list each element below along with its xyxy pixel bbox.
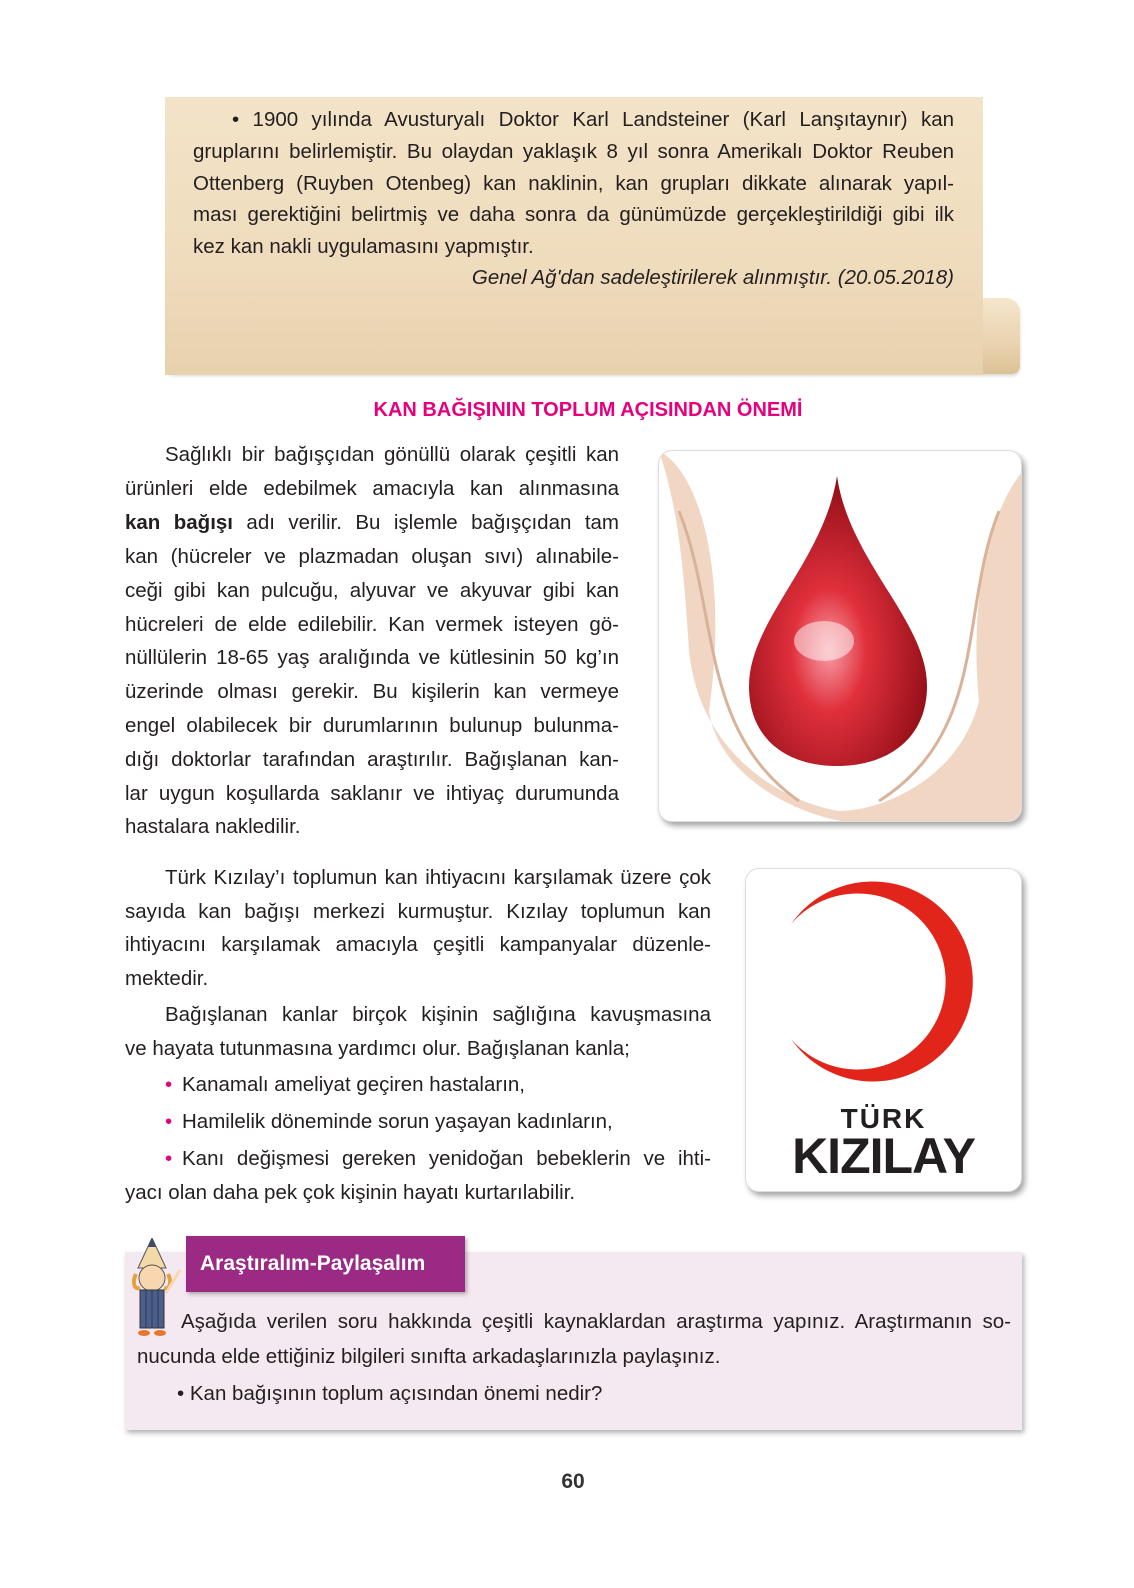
bold-term: kan bağışı [125,511,233,534]
bullet-item: Kanı değişmesi gereken yenidoğan bebeklerin ve ihti- [182,1146,711,1170]
text-line: Bağışlanan kanlar birçok kişinin sağlığına kavuşmasına [165,1003,711,1026]
text-line: kan (hücreler ve plazmadan oluşan sıvı) alınabile- [125,545,619,568]
text-line: sayıda kan bağışı merkezi kurmuştur. Kızılay toplumun kan [125,899,711,923]
page-number: 60 [561,1470,585,1493]
text-line: ceği gibi kan pulcuğu, alyuvar ve akyuvar gibi kan [125,578,619,602]
activity-text-line: nucunda elde ettiğiniz bilgileri sınıfta arkadaşlarınızla paylaşınız. [137,1345,721,1368]
logo-text-kizilay: KIZILAY [792,1128,975,1184]
bullet-icon: • [165,1109,173,1133]
activity-question: • Kan bağışının toplum açısından önemi nedir? [177,1382,603,1405]
info-line: • 1900 yılında Avusturyalı Doktor Karl Landsteiner (Karl Lanşıtaynır) kan [232,108,954,131]
bullet-item: Hamilelik döneminde sorun yaşayan kadınların, [182,1109,613,1133]
logo-text-turk: TÜRK [840,1103,927,1134]
text-line: Sağlıklı bir bağışçıdan gönüllü olarak çeşitli kan [165,443,619,466]
text-line [125,506,619,540]
text-line: engel olabilecek bir durumlarının bulunup bulunma- [125,714,619,737]
activity-tab-label: Araştıralım-Paylaşalım [186,1236,465,1292]
text-line: dığı doktorlar tarafından araştırılır. Bağışlanan kan- [125,747,619,771]
text-line: ürünleri elde edebilmek amacıyla kan alınmasına [125,477,619,500]
pencil-mascot-icon [128,1238,186,1338]
text-line: nüllülerin 18-65 yaş aralığında ve kütlesinin 50 kg’ın [125,646,619,670]
text-line: ve hayata tutunmasına yardımcı olur. Bağışlanan kanla; [125,1037,630,1060]
text-line: Türk Kızılay’ı toplumun kan ihtiyacını karşılamak üzere çok [165,866,711,889]
text-line: hücreleri de elde edilebilir. Kan vermek isteyen gö- [125,612,619,636]
bullet-icon: • [165,1073,173,1096]
text-line: üzerinde olması gerekir. Bu kişilerin kan vermeye [125,680,619,704]
info-line: Ottenberg (Ruyben Otenbeg) kan naklinin, kan grupları dikkate alınarak yapıl- [193,172,954,195]
text-line: ihtiyacını karşılamak amacıyla çeşitli kampanyalar düzenle- [125,933,711,957]
blood-drop-in-hands-image [658,450,1022,822]
text-line: hastalara nakledilir. [125,815,301,839]
text-line: lar uygun koşullarda saklanır ve ihtiyaç durumunda [125,781,619,805]
bullet-item: Kanamalı ameliyat geçiren hastaların, [182,1073,525,1096]
bullet-icon: • [165,1146,173,1170]
info-line: kez kan nakli uygulamasını yapmıştır. [193,235,534,258]
red-crescent-icon [746,869,1022,1099]
text-span: adı verilir. Bu işlemle bağışçıdan tam [233,511,619,534]
text-line: mektedir. [125,966,209,990]
turk-kizilay-logo [745,868,1022,1192]
text-line: yacı olan daha pek çok kişinin hayatı kurtarılabilir. [125,1181,576,1204]
activity-text-line: Aşağıda verilen soru hakkında çeşitli kaynaklardan araştırma yapınız. Araştırmanın so- [181,1310,1011,1333]
info-line: ması gerektiğini belirtmiş ve daha sonra da günümüzde gerçekleştirildiği gibi ilk [193,203,954,226]
info-line: gruplarını belirlemiştir. Bu olaydan yaklaşık 8 yıl sonra Amerikalı Doktor Reuben [193,140,954,163]
info-source: Genel Ağ'dan sadeleştirilerek alınmıştır. (20.05.2018) [471,266,954,289]
section-title: KAN BAĞIŞININ TOPLUM AÇISINDAN ÖNEMİ [373,399,803,421]
